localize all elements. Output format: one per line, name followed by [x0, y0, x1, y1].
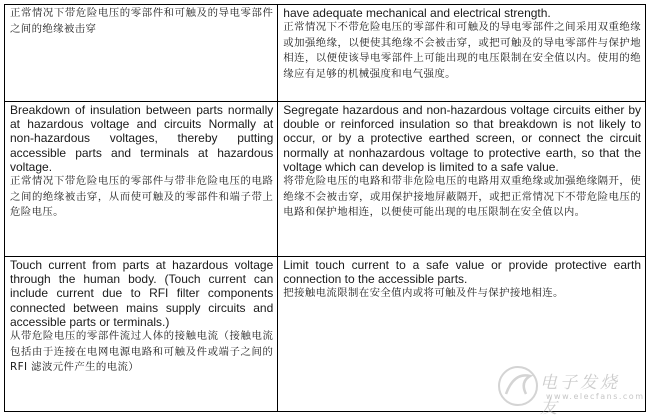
safeguard-text-zh: 将带危险电压的电路和带非危险电压的电路用双重绝缘或加强绝缘隔开，使绝缘不会被击穿，或用保护接地屏蔽隔开，或把正常情况下不带危险电压的电路和保护地相连，以便使可能出现的电压限制在安全值以内。: [283, 175, 641, 219]
safeguard-text-en: have adequate mechanical and electrical strength.: [283, 6, 551, 20]
hazard-text-zh: 从带危险电压的零部件流过人体的接触电流（接触电流包括由于连接在电网电源电路和可触及件或端子之间的 RFI 滤波元件产生的电流）: [10, 330, 274, 374]
safeguard-cell: [278, 102, 646, 257]
hazard-cell: [5, 257, 278, 412]
document-page: [4, 4, 646, 412]
safeguard-text-en: Segregate hazardous and non-hazardous voltage circuits either by double or reinforced insulation so that breakdown is not likely to occur, or by a protective earthed screen, or connect the circuit normally at nonhazardous voltage to protective earth, so that the voltage which can develop is limited to a safe value.: [283, 103, 641, 174]
watermark-url: www.elecfans.com: [546, 392, 645, 401]
safeguard-text-en: Limit touch current to a safe value or provide protective earth connection to the accessible parts.: [283, 258, 641, 287]
hazard-cell: [5, 102, 278, 257]
hazard-safeguard-table: [4, 4, 646, 412]
hazard-text-en: Touch current from parts at hazardous voltage through the human body. (Touch current can include current due to RFI filter components connected between mains supply circuits and accessible parts or terminals.): [10, 258, 274, 329]
safeguard-text-zh: 把接触电流限制在安全值内或将可触及件与保护接地相连。: [283, 287, 564, 300]
hazard-text-en: Breakdown of insulation between parts normally at hazardous voltage and circuits Normally at non-hazardous voltages, thereby putting accessible parts and terminals at hazardous voltage.: [10, 103, 274, 174]
table-row: [5, 257, 646, 412]
safeguard-cell: [278, 5, 646, 102]
hazard-text-zh: 正常情况下带危险电压的零部件与带非危险电压的电路之间的绝缘被击穿，从而使可触及的零部件和端子带上危险电压。: [10, 175, 274, 219]
watermark-text: 电子发烧友: [540, 373, 620, 418]
safeguard-cell: [278, 257, 646, 412]
table-row: [5, 5, 646, 102]
hazard-cell: [5, 5, 278, 102]
hazard-text-zh: 正常情况下带危险电压的零部件和可触及的导电零部件之间的绝缘被击穿: [10, 7, 274, 35]
safeguard-text-zh: 正常情况下不带危险电压的零部件和可触及的导电零部件之间采用双重绝缘或加强绝缘，以便使其绝缘不会被击穿，或把可触及的导电零部件与保护地相连，以便使该导电零部件上可能出现的电压限制在安全值以内。使用的绝缘应有足够的机械强度和电气强度。: [283, 21, 641, 80]
table-row: [5, 102, 646, 257]
